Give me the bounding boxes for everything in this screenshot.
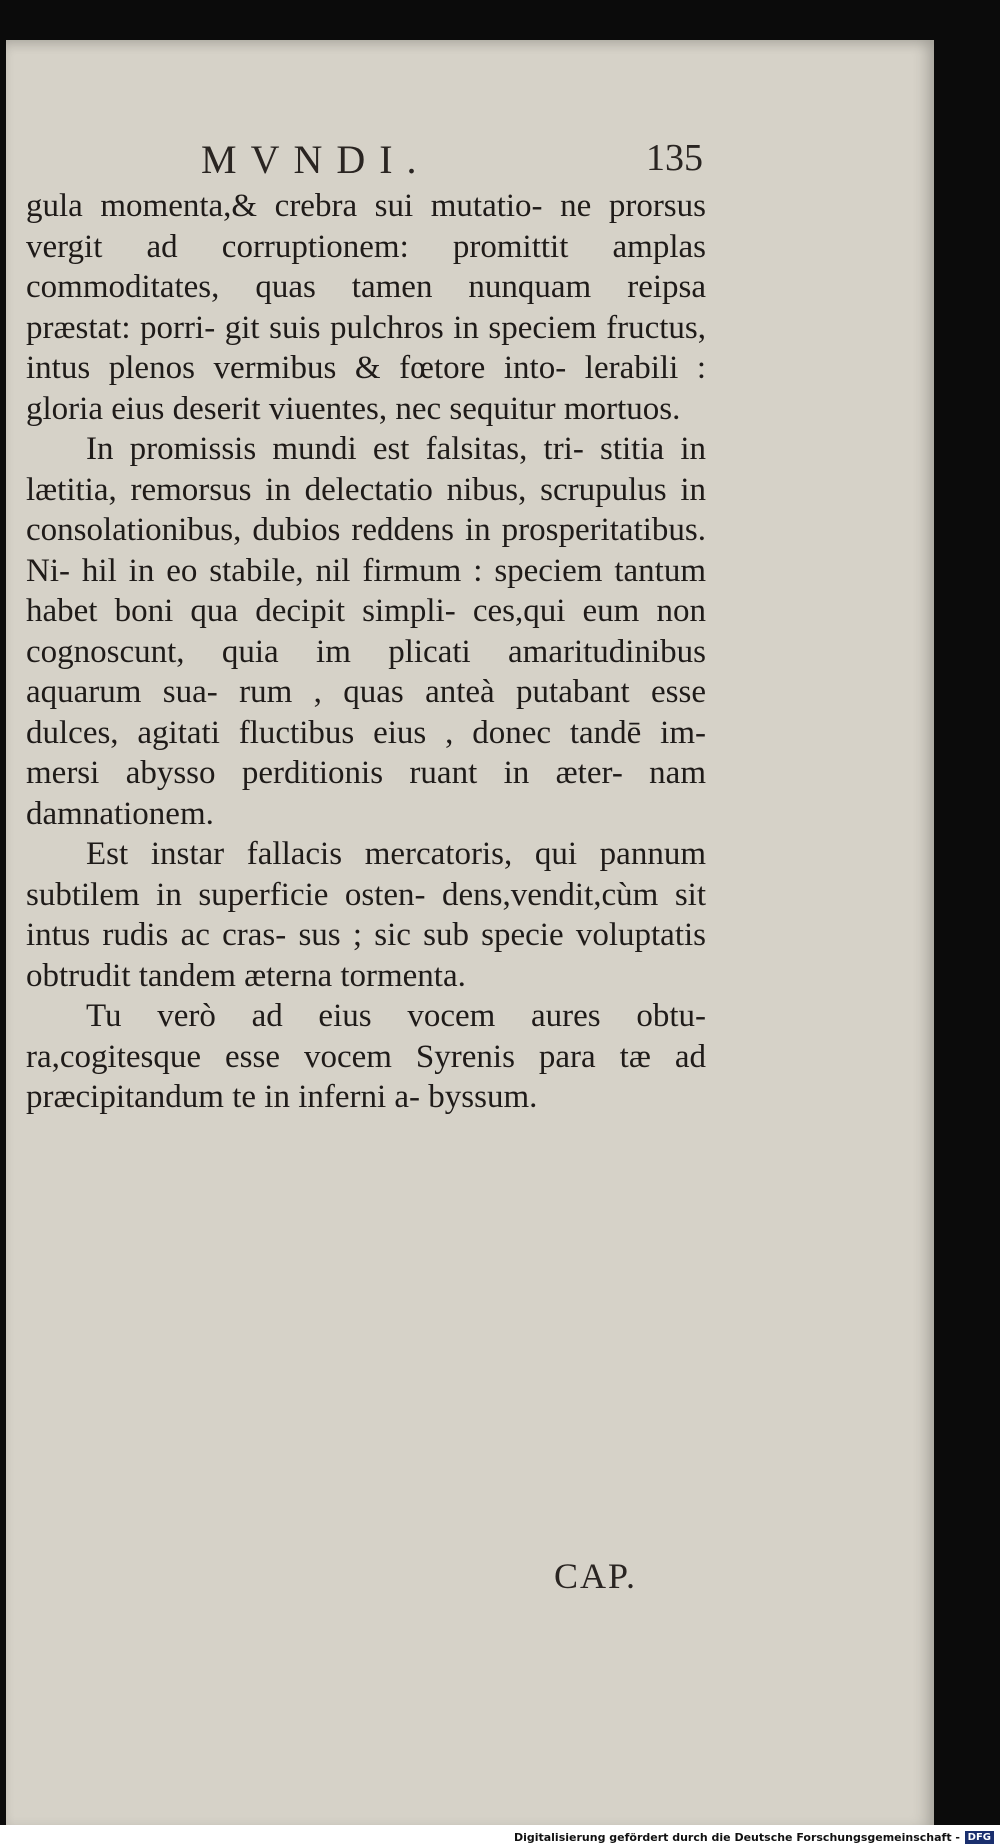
page-number: 135 xyxy=(646,137,703,179)
digitization-credit: Digitalisierung gefördert durch die Deutsche Forschungsgemeinschaft - xyxy=(513,1831,960,1844)
page-content xyxy=(26,136,706,1118)
body-text xyxy=(26,186,706,1118)
paragraph-1: gula momenta,& crebra sui mutatio- ne prorsus vergit ad corruptionem: promittit amplas commoditates, quas tamen nunquam reipsa præstat: porri- git suis pulchros in speciem fructus, intus plenos vermibus & fœtore into- lerabili : gloria eius deserit viuentes, nec sequitur mortuos. xyxy=(26,188,706,427)
catchword: CAP. xyxy=(554,1556,638,1596)
dfg-logo-icon: DFG xyxy=(965,1831,994,1844)
book-page xyxy=(6,40,934,1830)
paragraph-4: Tu verò ad eius vocem aures obtu- ra,cogitesque esse vocem Syrenis para tæ ad præcipitandum te in inferni a- byssum. xyxy=(26,998,706,1115)
running-head xyxy=(26,136,706,186)
paragraph-3: Est instar fallacis mercatoris, qui pannum subtilem in superficie osten- dens,vendit,cùm sit intus rudis ac cras- sus ; sic sub specie voluptatis obtrudit tandem æterna tormenta. xyxy=(26,836,706,994)
paragraph-2: In promissis mundi est falsitas, tri- stitia in lætitia, remorsus in delectatio nibus, scrupulus in consolationibus, dubios reddens in prosperitatibus. Ni- hil in eo stabile, nil firmum : speciem tantum habet boni qua decipit simpli- ces,qui eum non cognoscunt, quia im plicati amaritudinibus aquarum sua- rum , quas anteà putabant esse dulces, agitati fluctibus eius , donec tandē im- mersi abysso perditionis ruant in æter- nam damnationem. xyxy=(26,431,706,832)
footer-strip xyxy=(0,1825,1000,1847)
running-title: MVNDI. xyxy=(201,137,431,182)
